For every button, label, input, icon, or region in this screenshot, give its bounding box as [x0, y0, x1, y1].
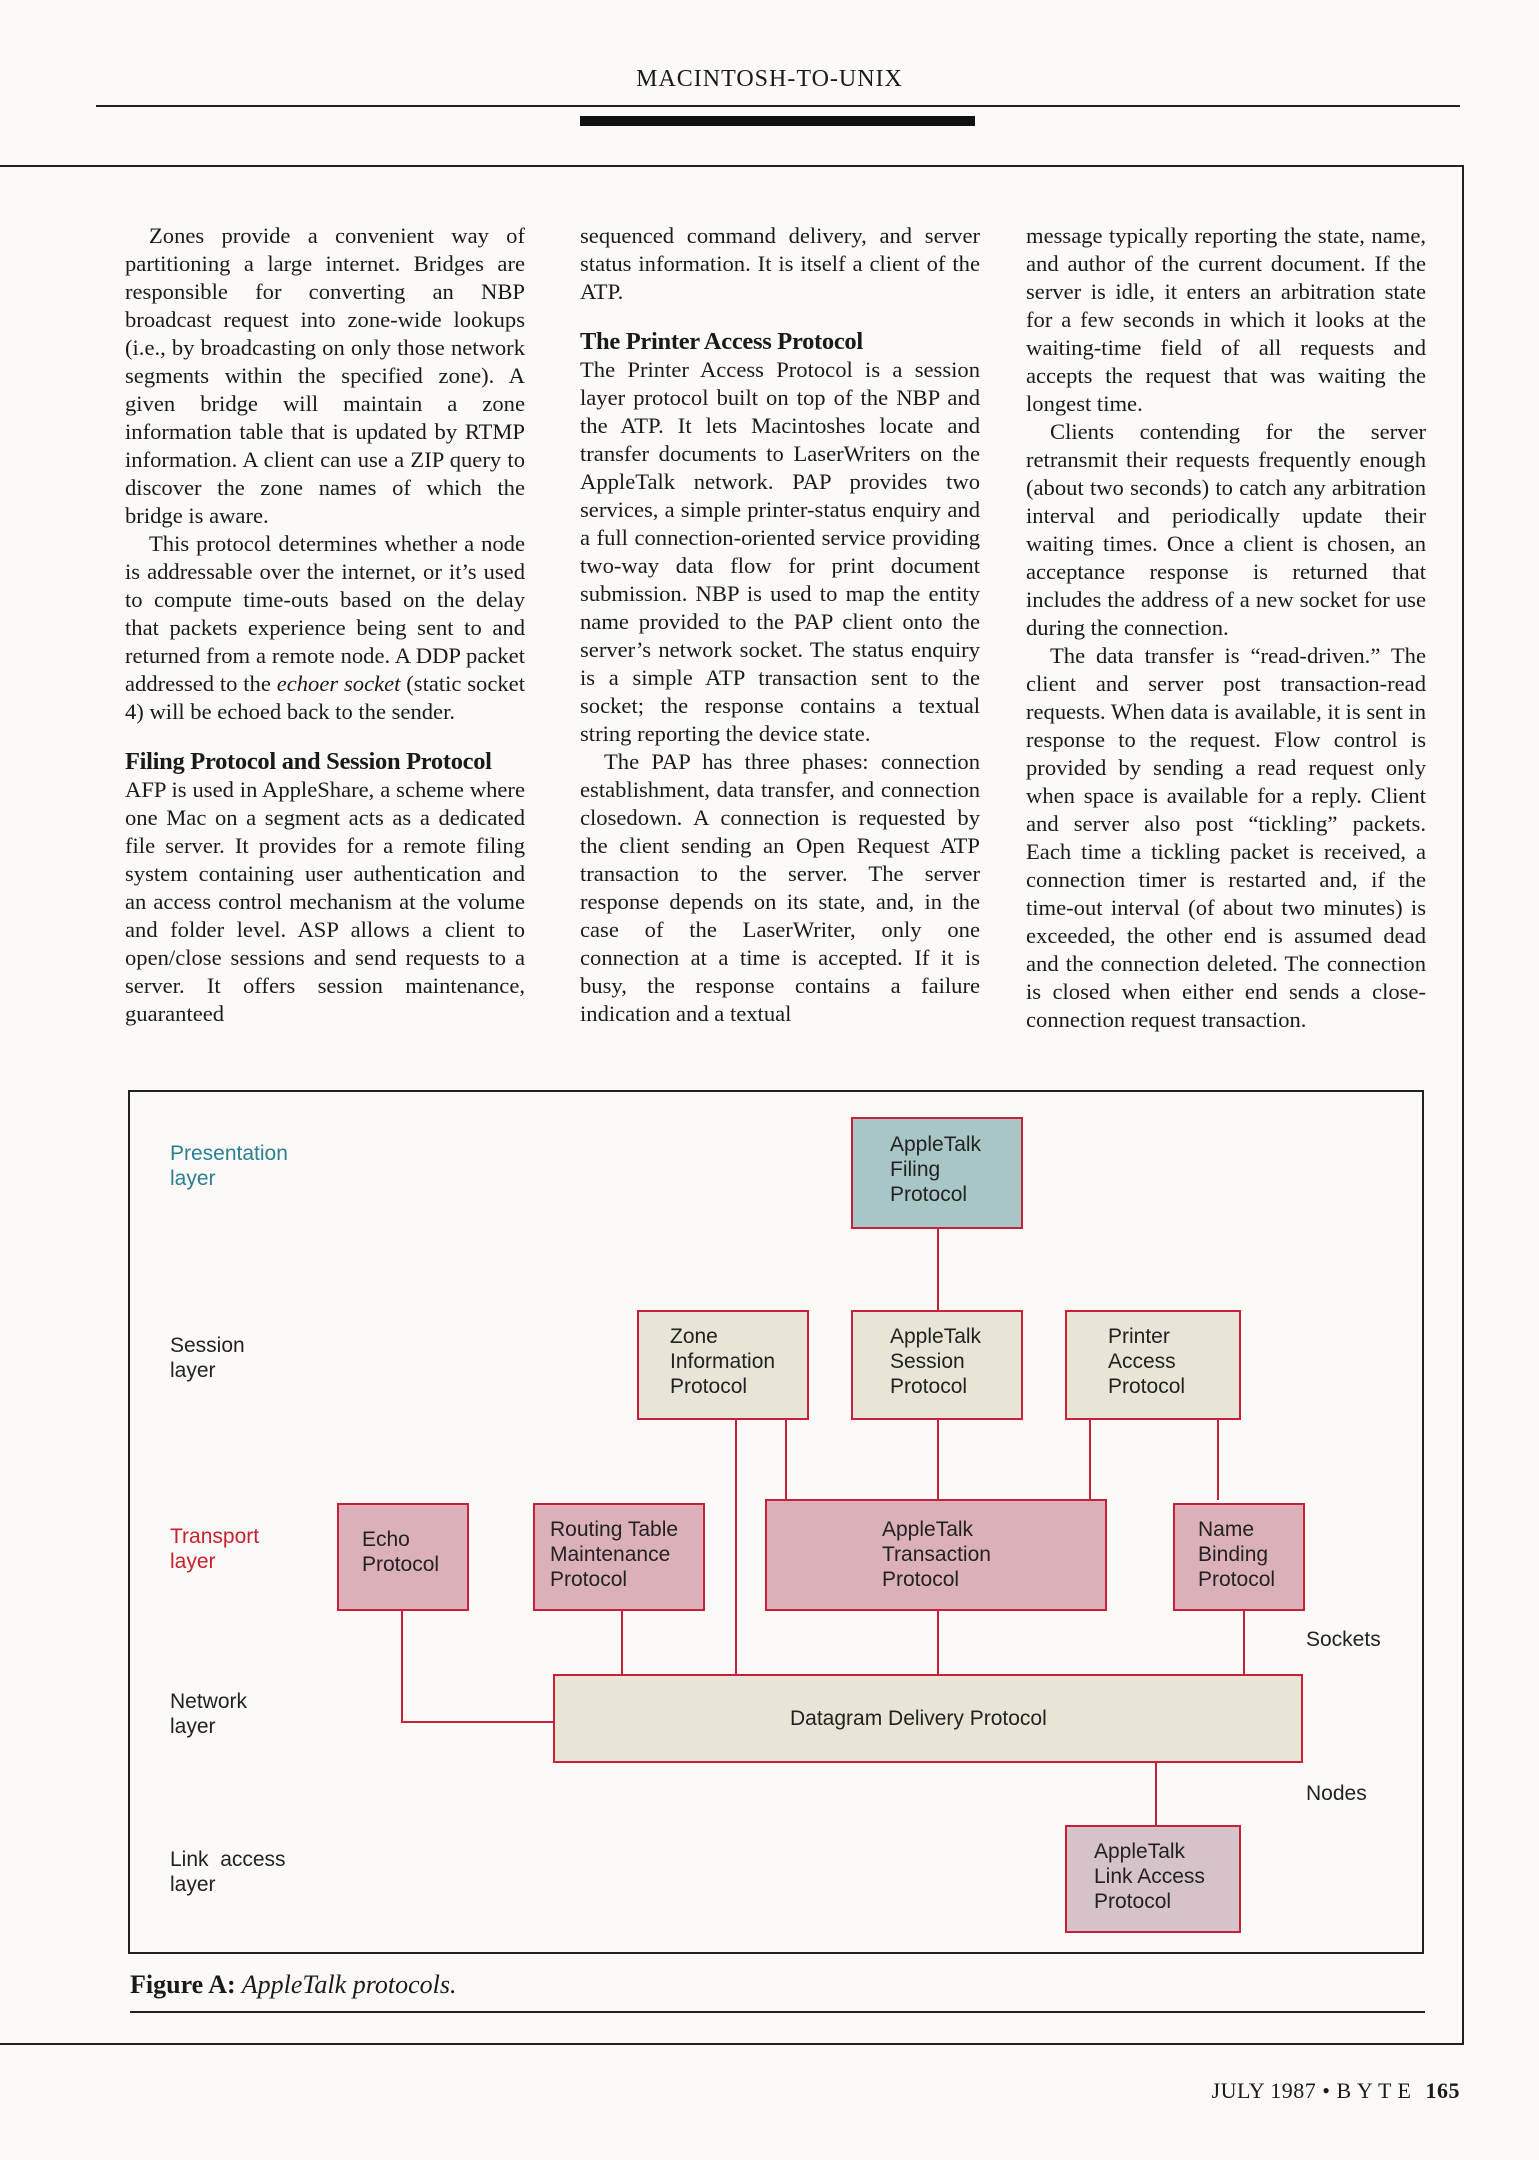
- text-echo-line2: Protocol: [362, 1553, 440, 1576]
- paragraph-echo-text-b: (static socket 4) will be echoed back to the sender.: [125, 671, 525, 724]
- text-rtmp-line3: Protocol: [550, 1568, 628, 1591]
- text-zip-line1: Zone: [670, 1325, 718, 1348]
- text-column-3: [1026, 222, 1426, 1072]
- text-pap: [1108, 1325, 1185, 1398]
- label-transport-layer: [170, 1525, 265, 1573]
- text-rtmp-line2: Maintenance: [550, 1543, 671, 1566]
- text-pap-line1: Printer: [1108, 1325, 1170, 1348]
- figure-a-box: [128, 1090, 1424, 1954]
- text-nbp-line2: Binding: [1198, 1543, 1269, 1566]
- label-transport-word: Transport: [170, 1525, 260, 1548]
- text-lap-line3: Protocol: [1094, 1890, 1172, 1913]
- page-frame-right: [1462, 165, 1464, 2045]
- text-pap-line3: Protocol: [1108, 1375, 1186, 1398]
- text-asp-line3: Protocol: [890, 1375, 968, 1398]
- text-afp-line3: Protocol: [890, 1183, 968, 1206]
- text-nbp-line1: Name: [1198, 1518, 1255, 1541]
- text-zip-line2: Information: [670, 1350, 776, 1373]
- paragraph-arbitration: message typically reporting the state, name, and author of the current document. If the server is idle, it enters an arbitration state for a few seconds in which it looks at the waiting-time field of all requests and accepts the request that was waiting the longest time.: [1026, 223, 1426, 416]
- text-afp-line1: AppleTalk: [890, 1133, 982, 1156]
- label-presentation-layer-word: layer: [170, 1167, 216, 1190]
- label-network-layer: [170, 1690, 253, 1738]
- label-session-word: Session: [170, 1334, 245, 1357]
- text-ddp-line1: Datagram Delivery Protocol: [790, 1707, 1047, 1730]
- text-pap-line2: Access: [1108, 1350, 1176, 1373]
- echoer-socket-term: echoer socket: [276, 671, 401, 696]
- text-column-2: [580, 222, 980, 1072]
- figure-caption: [130, 1970, 456, 2000]
- paragraph-contending: Clients contending for the server retransmit their requests frequently enough (about two seconds) to catch any arbitration interval and periodically update their waiting times. Once a client is chosen, an acceptance response is returned that includes the address of a new socket for use during the connection.: [1026, 419, 1426, 640]
- header-bar: [580, 116, 975, 126]
- label-link-access-layer: [170, 1848, 291, 1896]
- line-echo-ddp: [402, 1610, 554, 1722]
- label-network-layer-word: layer: [170, 1715, 216, 1738]
- heading-printer-access: The Printer Access Protocol: [580, 328, 863, 355]
- text-atp-line3: Protocol: [882, 1568, 960, 1591]
- heading-filing-protocol: Filing Protocol and Session Protocol: [125, 748, 492, 775]
- text-ddp: [790, 1707, 1047, 1730]
- figure-caption-title: AppleTalk protocols.: [235, 1970, 457, 1999]
- label-link-access-word: Link access: [170, 1848, 286, 1871]
- text-echo-line1: Echo: [362, 1528, 410, 1551]
- label-nodes: Nodes: [1306, 1782, 1367, 1805]
- paragraph-echo: [125, 530, 525, 726]
- page-footer: [1190, 2078, 1460, 2104]
- paragraph-data-transfer: The data transfer is “read-driven.” The client and server post transaction-read requests. When data is available, it is sent in response to the request. Flow control is provided by sending a read request only when space is available for a reply. Client and server also post “tickling” packets. Each time a tickling packet is received, a connection timer is restarted and, if the time-out interval (of about two minutes) is exceeded, the other end is assumed dead and the connection deleted. The connection is closed when either end sends a close-connection request transaction.: [1026, 643, 1426, 1032]
- label-session-layer: [170, 1334, 251, 1382]
- appletalk-protocol-diagram: [130, 1092, 1426, 1956]
- text-lap-line1: AppleTalk: [1094, 1840, 1186, 1863]
- text-asp-line1: AppleTalk: [890, 1325, 982, 1348]
- text-atp-line1: AppleTalk: [882, 1518, 974, 1541]
- label-sockets: Sockets: [1306, 1628, 1381, 1651]
- text-rtmp-line1: Routing Table: [550, 1518, 679, 1541]
- caption-rule: [130, 2011, 1425, 2013]
- footer-date-magazine: JULY 1987 • B Y T E: [1211, 2078, 1412, 2103]
- paragraph-echo-text-a: This protocol determines whether a node is addressable over the internet, or it’s used to compute time-outs based on the delay that packets experience being sent to and returned from a remote node. A DDP packet addressed to the: [125, 531, 525, 696]
- paragraph-pap-intro: The Printer Access Protocol is a session layer protocol built on top of the NBP and the ATP. It lets Macintoshes locate and transfer documents to LaserWriters on the AppleTalk network. PAP provides two services, a simple printer-status enquiry and a full connection-oriented service providing two-way data flow for print document submission. NBP is used to map the entity name provided to the PAP client onto the server’s network socket. The status enquiry is a simple ATP transaction sent to the socket; the response contains a textual string reporting the device state.: [580, 357, 980, 746]
- label-presentation-word: Presentation: [170, 1142, 288, 1165]
- paragraph-pap-phases: The PAP has three phases: connection establishment, data transfer, and connection closedown. A connection is requested by the client sending an Open Request ATP transaction to the server. The server response depends on its state, and, in the case of the LaserWriter, only one connection at a time is accepted. If it is busy, the response contains a failure indication and a textual: [580, 749, 980, 1026]
- paragraph-zones: Zones provide a convenient way of partitioning a large internet. Bridges are responsible for converting an NBP broadcast request into zone-wide lookups (i.e., by broadcasting on only those network segments within the specified zone). A given bridge will maintain a zone information table that is updated by RTMP information. A client can use a ZIP query to discover the zone names of which the bridge is aware.: [125, 223, 525, 528]
- figure-caption-label: Figure A:: [130, 1970, 236, 1999]
- page-frame-top: [0, 165, 1464, 167]
- paragraph-afp: AFP is used in AppleShare, a scheme where one Mac on a segment acts as a dedicated file server. It provides for a remote filing system containing user authentication and an access control mechanism at the volume and folder level. ASP allows a client to open/close sessions and send requests to a server. It offers session maintenance, guaranteed: [125, 777, 525, 1026]
- page-number: 165: [1425, 2078, 1460, 2103]
- text-afp-line2: Filing: [890, 1158, 941, 1181]
- paragraph-asp-cont: sequenced command delivery, and server status information. It is itself a client of the ATP.: [580, 223, 980, 304]
- text-nbp-line3: Protocol: [1198, 1568, 1276, 1591]
- page-frame-bottom: [0, 2043, 1464, 2045]
- label-session-layer-word: layer: [170, 1359, 216, 1382]
- text-zip-line3: Protocol: [670, 1375, 748, 1398]
- text-asp-line2: Session: [890, 1350, 965, 1373]
- text-atp-line2: Transaction: [882, 1543, 991, 1566]
- text-column-1: [125, 222, 525, 1072]
- text-lap-line2: Link Access: [1094, 1865, 1205, 1888]
- label-presentation-layer: [170, 1142, 294, 1190]
- label-network-word: Network: [170, 1690, 248, 1713]
- running-header: MACINTOSH-TO-UNIX: [636, 66, 903, 92]
- header-rule: [96, 105, 1460, 107]
- label-link-layer-word: layer: [170, 1873, 216, 1896]
- label-transport-layer-word: layer: [170, 1550, 216, 1573]
